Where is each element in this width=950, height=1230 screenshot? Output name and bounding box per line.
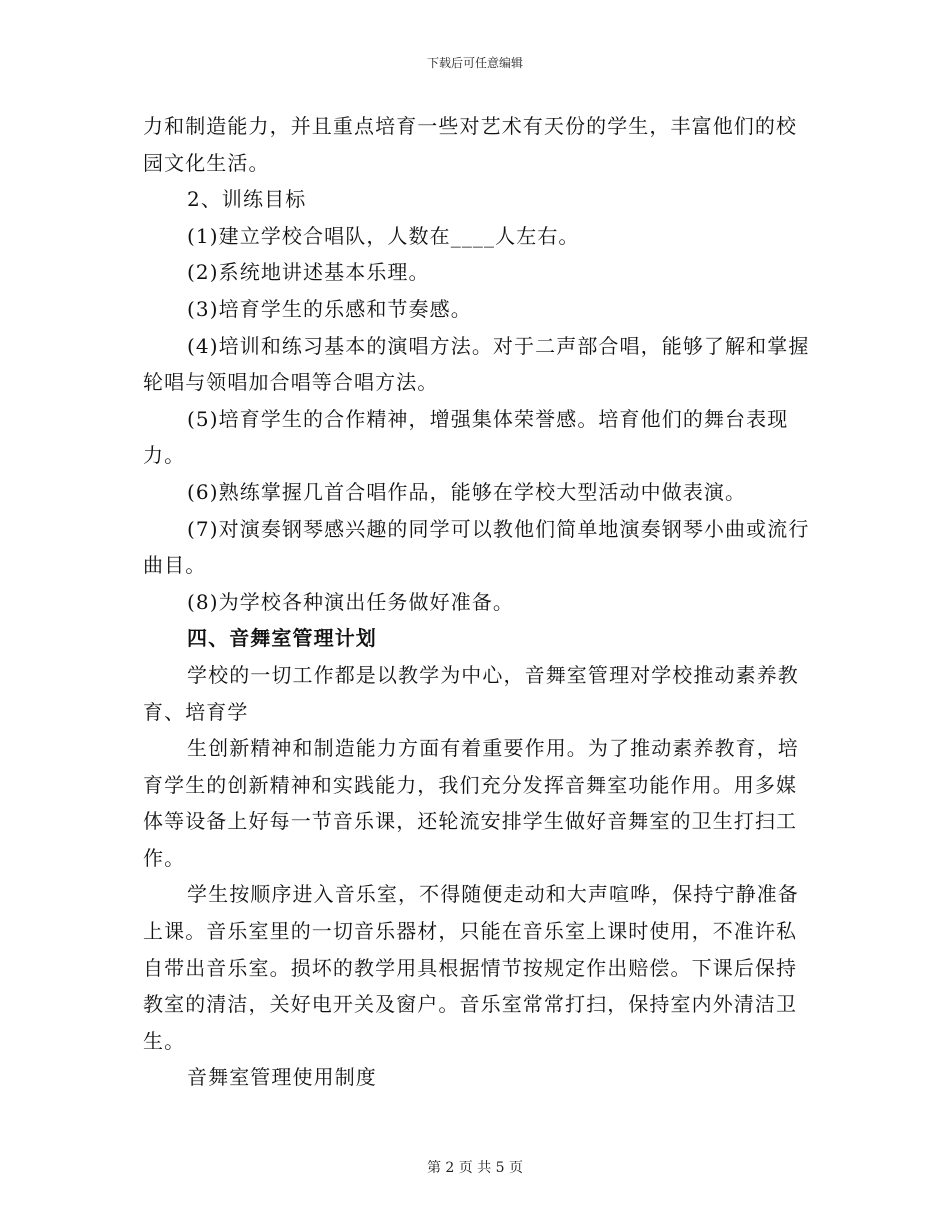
- list-item: (7)对演奏钢琴感兴趣的同学可以教他们简单地演奏钢琴小曲或流行曲目。: [143, 516, 810, 578]
- list-item: (3)培育学生的乐感和节奏感。: [187, 296, 472, 321]
- list-item: (2)系统地讲述基本乐理。: [187, 260, 430, 285]
- paragraph: 生创新精神和制造能力方面有着重要作用。为了推动素养教育，培育学生的创新精神和实践能力，我们充分发挥音舞室功能作用。用多媒体等设备上好每一节音乐课，还轮流安排学生做好音舞室的卫生打扫工作。: [143, 736, 799, 870]
- paragraph: 力和制造能力，并且重点培育一些对艺术有天份的学生，丰富他们的校园文化生活。: [143, 114, 798, 175]
- page-header: 下载后可任意编辑: [426, 56, 523, 70]
- list-item: (5)培育学生的合作精神，增强集体荣誉感。培育他们的舞台表现力。: [143, 406, 789, 468]
- page-footer: 第 2 页 共 5 页: [426, 1160, 524, 1176]
- section-subheading: 2、训练目标: [187, 187, 307, 212]
- section-heading: 四、音舞室管理计划: [187, 626, 377, 651]
- paragraph: 音舞室管理使用制度: [187, 1065, 377, 1090]
- list-item: (1)建立学校合唱队，人数在____人左右。: [187, 223, 580, 248]
- paragraph: 学生按顺序进入音乐室，不得随便走动和大声喧哗，保持宁静准备上课。音乐室里的一切音乐器材，只能在音乐室上课时使用，不准许私自带出音乐室。损坏的教学用具根据情节按规定作出赔偿。下课后保持教室的清洁，关好电开关及窗户。音乐室常常打扫，保持室内外清洁卫生。: [143, 882, 799, 1053]
- paragraph: 学校的一切工作都是以教学为中心，音舞室管理对学校推动素养教育、培育学: [143, 662, 799, 724]
- list-item: (4)培训和练习基本的演唱方法。对于二声部合唱，能够了解和掌握轮唱与领唱加合唱等合唱方法。: [143, 333, 810, 395]
- document-body: [143, 108, 811, 1096]
- list-item: (6)熟练掌握几首合唱作品，能够在学校大型活动中做表演。: [187, 479, 747, 504]
- list-item: (8)为学校各种演出任务做好准备。: [187, 589, 515, 614]
